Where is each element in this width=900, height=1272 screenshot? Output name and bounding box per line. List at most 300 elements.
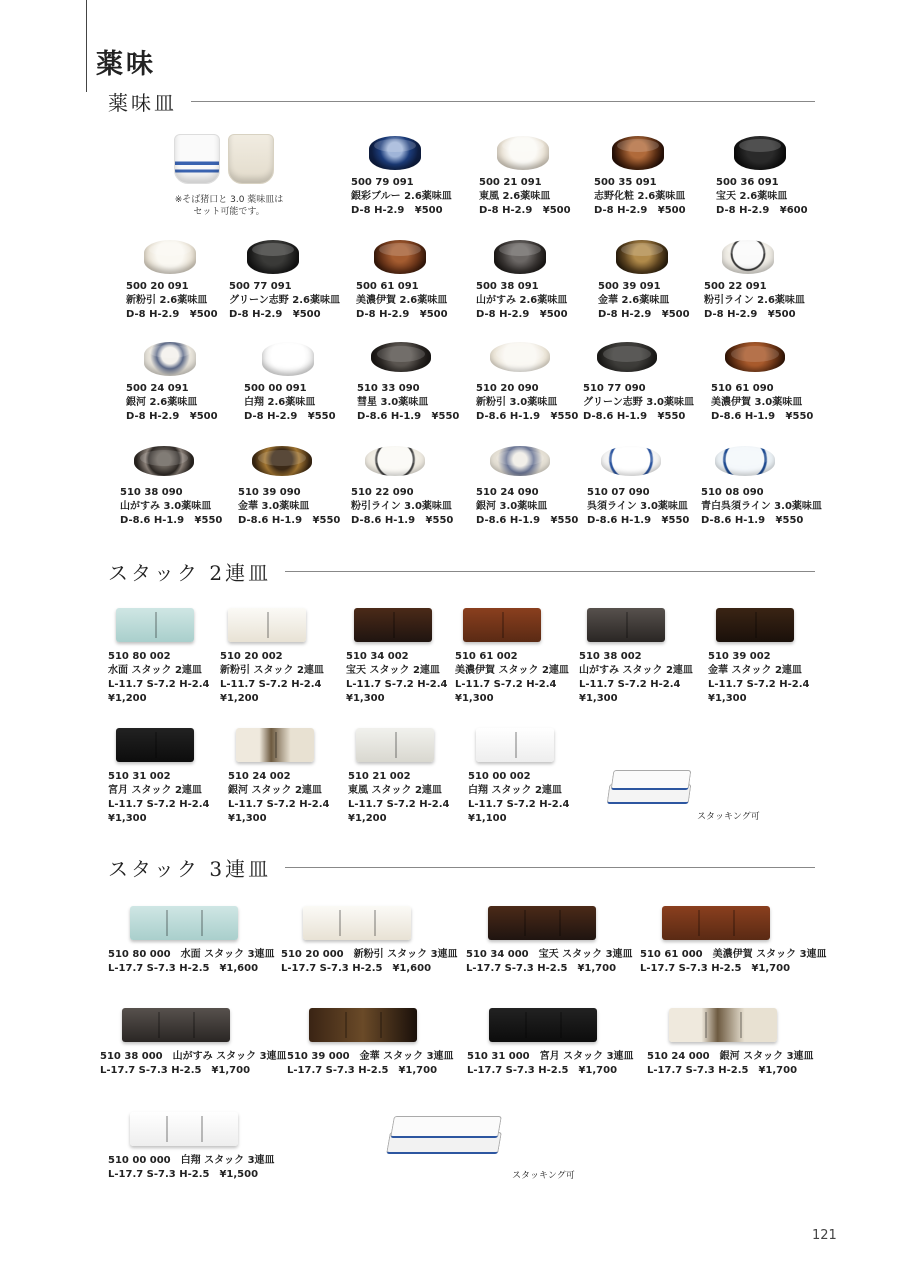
product-item (704, 236, 805, 322)
dish-image (490, 342, 550, 372)
product-line1: 510 80 000 水面 スタック 3連皿 (108, 949, 275, 960)
product-image (348, 726, 449, 770)
product-name: 銀彩ブルー 2.6薬味皿 (351, 191, 452, 202)
product-name: 彗星 3.0薬味皿 (357, 397, 429, 408)
product-image (468, 726, 569, 770)
product-item (711, 338, 813, 424)
product-price: ¥550 (550, 411, 579, 422)
dish-image (252, 446, 312, 476)
product-item (244, 338, 336, 424)
product-line1: 510 00 000 白翔 スタック 3連皿 (108, 1155, 275, 1166)
product-spec (594, 204, 686, 218)
set-note-line2: セット可能です。 (193, 207, 265, 217)
product-price: ¥550 (775, 515, 804, 526)
product-line2: L-17.7 S-7.3 H-2.5 ¥1,700 (467, 1065, 618, 1076)
product-item (108, 904, 275, 976)
dish-image (130, 1112, 238, 1146)
product-dims: L-11.7 S-7.2 H-2.4 (346, 679, 448, 690)
product-line2: L-17.7 S-7.3 H-2.5 ¥1,700 (287, 1065, 438, 1076)
product-image (476, 236, 568, 280)
product-dims: L-11.7 S-7.2 H-2.4 (220, 679, 322, 690)
product-image (647, 1006, 814, 1050)
product-name: グリーン志野 2.6薬味皿 (229, 295, 340, 306)
product-dims: D-8 H-2.9 (126, 411, 180, 422)
product-spec (126, 308, 218, 322)
dish-image (303, 906, 411, 940)
product-image (120, 442, 222, 486)
product-item (348, 726, 449, 826)
product-image (346, 606, 447, 650)
dish-image (662, 906, 770, 940)
product-item (716, 132, 808, 218)
product-spec (351, 514, 453, 528)
product-dims: D-8.6 H-1.9 (701, 515, 766, 526)
product-line1: 510 34 000 宝天 スタック 3連皿 (466, 949, 633, 960)
product-code: 510 20 002 (220, 651, 283, 662)
product-dims: D-8 H-2.9 (356, 309, 410, 320)
product-code: 510 34 002 (346, 651, 409, 662)
product-item (126, 236, 218, 322)
dish-image (247, 240, 299, 274)
section-rule (191, 101, 815, 102)
product-line2: L-17.7 S-7.3 H-2.5 ¥1,700 (100, 1065, 251, 1076)
dish-image (722, 240, 774, 274)
product-code: 510 07 090 (587, 487, 650, 498)
product-price: ¥1,300 (346, 693, 385, 704)
dish-image (612, 136, 664, 170)
product-spec (120, 514, 222, 528)
product-code: 510 24 002 (228, 771, 291, 782)
dish-image (130, 906, 238, 940)
dish-image (134, 446, 194, 476)
product-code: 500 21 091 (479, 177, 542, 188)
product-code: 510 08 090 (701, 487, 764, 498)
product-line1: 510 38 000 山がすみ スタック 3連皿 (100, 1051, 287, 1062)
product-code: 510 61 090 (711, 383, 774, 394)
product-image (466, 904, 633, 948)
product-dims: D-8.6 H-1.9 (120, 515, 185, 526)
dish-image (597, 342, 657, 372)
set-note (160, 194, 298, 218)
product-spec (583, 410, 694, 424)
section-title: スタック 2連皿 (108, 561, 272, 585)
product-item (466, 904, 633, 976)
product-code: 500 36 091 (716, 177, 779, 188)
product-price: ¥550 (307, 411, 336, 422)
product-dims: D-8.6 H-1.9 (238, 515, 303, 526)
product-name: 山がすみ 3.0薬味皿 (120, 501, 212, 512)
stacking-label-3: スタッキング可 (512, 1171, 575, 1181)
section-header-yakumi (108, 87, 815, 116)
product-name: 宝天 2.6薬味皿 (716, 191, 788, 202)
product-price: ¥550 (425, 515, 454, 526)
product-item (126, 338, 218, 424)
product-code: 500 77 091 (229, 281, 292, 292)
product-name: グリーン志野 3.0薬味皿 (583, 397, 694, 408)
product-image (476, 338, 578, 382)
product-dims: D-8 H-2.9 (126, 309, 180, 320)
product-image (701, 442, 822, 486)
product-image (708, 606, 809, 650)
dish-image (725, 342, 785, 372)
product-dims: L-11.7 S-7.2 H-2.4 (708, 679, 810, 690)
product-item (583, 338, 694, 424)
dish-image (369, 136, 421, 170)
product-price: ¥1,300 (228, 813, 267, 824)
product-spec (704, 308, 805, 322)
section-rule (285, 571, 815, 572)
product-code: 500 38 091 (476, 281, 539, 292)
product-dims: D-8.6 H-1.9 (351, 515, 416, 526)
product-price: ¥1,300 (108, 813, 147, 824)
product-item (220, 606, 324, 706)
product-image (100, 1006, 287, 1050)
product-dims: D-8.6 H-1.9 (583, 411, 648, 422)
product-dims: D-8.6 H-1.9 (476, 515, 541, 526)
product-dims: D-8.6 H-1.9 (587, 515, 652, 526)
product-item (287, 1006, 454, 1078)
product-price: ¥500 (189, 411, 218, 422)
product-code: 500 35 091 (594, 177, 657, 188)
product-price: ¥550 (550, 515, 579, 526)
yakumi-lid-image (228, 134, 274, 184)
page-number: 121 (812, 1228, 837, 1243)
product-item (640, 904, 827, 976)
product-image (579, 606, 693, 650)
product-price: ¥500 (661, 309, 690, 320)
product-item (479, 132, 571, 218)
dish-image (374, 240, 426, 274)
product-dims: L-11.7 S-7.2 H-2.4 (455, 679, 557, 690)
product-item (120, 442, 222, 528)
product-name: 金華 2.6薬味皿 (598, 295, 670, 306)
product-code: 500 39 091 (598, 281, 661, 292)
product-name: 白翔 スタック 2連皿 (468, 785, 562, 796)
dish-image (309, 1008, 417, 1042)
product-line1: 510 61 000 美濃伊賀 スタック 3連皿 (640, 949, 827, 960)
product-item (356, 236, 448, 322)
product-image (351, 442, 453, 486)
product-name: 美濃伊賀 スタック 2連皿 (455, 665, 569, 676)
product-item (108, 726, 209, 826)
product-dims: L-11.7 S-7.2 H-2.4 (228, 799, 330, 810)
product-image (587, 442, 689, 486)
product-name: 青白呉須ライン 3.0薬味皿 (701, 501, 822, 512)
product-name: 呉須ライン 3.0薬味皿 (587, 501, 688, 512)
dish-image (463, 608, 541, 642)
product-line1: 510 31 000 宮月 スタック 3連皿 (467, 1051, 634, 1062)
product-price: ¥550 (431, 411, 460, 422)
product-name: 銀河 3.0薬味皿 (476, 501, 548, 512)
product-item (108, 1110, 275, 1182)
product-spec (479, 204, 571, 218)
product-code: 510 77 090 (583, 383, 646, 394)
product-dims: D-8 H-2.9 (229, 309, 283, 320)
product-image (220, 606, 324, 650)
product-image (126, 338, 218, 382)
product-name: 粉引ライン 2.6薬味皿 (704, 295, 805, 306)
dish-image (494, 240, 546, 274)
product-item (468, 726, 569, 826)
product-dims: D-8 H-2.9 (244, 411, 298, 422)
product-name: 東風 スタック 2連皿 (348, 785, 442, 796)
product-code: 510 80 002 (108, 651, 171, 662)
product-item (357, 338, 459, 424)
product-name: 銀河 スタック 2連皿 (228, 785, 322, 796)
product-name: 東風 2.6薬味皿 (479, 191, 551, 202)
product-item (467, 1006, 634, 1078)
product-spec (229, 308, 340, 322)
product-item (476, 442, 578, 528)
product-image (716, 132, 808, 176)
product-price: ¥1,100 (468, 813, 507, 824)
product-dims: D-8 H-2.9 (594, 205, 648, 216)
product-spec (701, 514, 822, 528)
product-price: ¥500 (189, 309, 218, 320)
product-name: 白翔 2.6薬味皿 (244, 397, 316, 408)
product-name: 粉引ライン 3.0薬味皿 (351, 501, 452, 512)
product-image (108, 726, 209, 770)
product-name: 美濃伊賀 3.0薬味皿 (711, 397, 803, 408)
dish-image (734, 136, 786, 170)
section-header-stack3 (108, 853, 815, 882)
product-code: 510 33 090 (357, 383, 420, 394)
product-image (479, 132, 571, 176)
product-name: 新粉引 3.0薬味皿 (476, 397, 558, 408)
product-item (476, 338, 578, 424)
product-dims: D-8.6 H-1.9 (476, 411, 541, 422)
dish-image (371, 342, 431, 372)
product-image (455, 606, 569, 650)
dish-image (144, 240, 196, 274)
product-item (108, 606, 209, 706)
product-image (228, 726, 329, 770)
product-dims: L-11.7 S-7.2 H-2.4 (348, 799, 450, 810)
dish-image (144, 342, 196, 376)
product-code: 510 31 002 (108, 771, 171, 782)
product-code: 510 20 090 (476, 383, 539, 394)
product-dims: D-8.6 H-1.9 (711, 411, 776, 422)
product-dims: D-8 H-2.9 (351, 205, 405, 216)
product-image (229, 236, 340, 280)
product-name: 山がすみ 2.6薬味皿 (476, 295, 568, 306)
product-line1: 510 24 000 銀河 スタック 3連皿 (647, 1051, 814, 1062)
product-image (244, 338, 336, 382)
product-code: 510 39 002 (708, 651, 771, 662)
product-item (579, 606, 693, 706)
product-spec (476, 308, 568, 322)
product-item (701, 442, 822, 528)
dish-image (122, 1008, 230, 1042)
dish-image (488, 906, 596, 940)
product-price: ¥550 (657, 411, 686, 422)
product-code: 500 00 091 (244, 383, 307, 394)
product-name: 山がすみ スタック 2連皿 (579, 665, 693, 676)
product-name: 志野化粧 2.6薬味皿 (594, 191, 686, 202)
product-code: 510 00 002 (468, 771, 531, 782)
product-image (640, 904, 827, 948)
header-divider (86, 0, 87, 92)
set-note-line1: ※そば猪口と 3.0 薬味皿は (174, 195, 284, 205)
product-item (351, 442, 453, 528)
product-price: ¥500 (539, 309, 568, 320)
section-title: スタック 3連皿 (108, 857, 272, 881)
product-spec (356, 308, 448, 322)
product-item (708, 606, 809, 706)
product-spec (351, 204, 452, 218)
stacking-3-image (386, 1112, 504, 1160)
product-dims: D-8 H-2.9 (716, 205, 770, 216)
product-item (476, 236, 568, 322)
product-image (351, 132, 452, 176)
page-title: 薬味 (96, 49, 156, 80)
product-line2: L-17.7 S-7.3 H-2.5 ¥1,600 (108, 963, 259, 974)
dish-image (497, 136, 549, 170)
product-image (108, 904, 275, 948)
product-spec (476, 410, 578, 424)
product-dims: L-11.7 S-7.2 H-2.4 (108, 799, 210, 810)
product-price: ¥550 (785, 411, 814, 422)
product-price: ¥500 (542, 205, 571, 216)
product-price: ¥500 (419, 309, 448, 320)
product-image (598, 236, 690, 280)
dish-image (476, 728, 554, 762)
product-code: 500 22 091 (704, 281, 767, 292)
product-code: 510 38 090 (120, 487, 183, 498)
dish-image (616, 240, 668, 274)
product-code: 510 61 002 (455, 651, 518, 662)
product-item (100, 1006, 287, 1078)
dish-image (715, 446, 775, 476)
dish-image (354, 608, 432, 642)
product-image (108, 606, 209, 650)
product-image (238, 442, 340, 486)
product-spec (476, 514, 578, 528)
product-line1: 510 20 000 新粉引 スタック 3連皿 (281, 949, 458, 960)
product-code: 500 20 091 (126, 281, 189, 292)
product-code: 510 38 002 (579, 651, 642, 662)
product-image (357, 338, 459, 382)
dish-image (228, 608, 306, 642)
product-name: 宮月 スタック 2連皿 (108, 785, 202, 796)
dish-image (356, 728, 434, 762)
product-code: 510 39 090 (238, 487, 301, 498)
product-spec (716, 204, 808, 218)
dish-image (716, 608, 794, 642)
product-spec (357, 410, 459, 424)
product-line2: L-17.7 S-7.3 H-2.5 ¥1,500 (108, 1169, 259, 1180)
product-image (126, 236, 218, 280)
product-image (287, 1006, 454, 1050)
product-image (467, 1006, 634, 1050)
product-price: ¥550 (661, 515, 690, 526)
stacking-2-image (606, 768, 692, 808)
product-code: 510 21 002 (348, 771, 411, 782)
section-rule (285, 867, 815, 868)
dish-image (116, 728, 194, 762)
product-price: ¥1,300 (579, 693, 618, 704)
product-item (455, 606, 569, 706)
product-dims: D-8.6 H-1.9 (357, 411, 422, 422)
product-code: 500 61 091 (356, 281, 419, 292)
soba-cup-image (174, 134, 220, 184)
product-price: ¥500 (767, 309, 796, 320)
product-item (346, 606, 447, 706)
product-item (238, 442, 340, 528)
product-spec (598, 308, 690, 322)
product-item (229, 236, 340, 322)
product-image (108, 1110, 275, 1154)
product-price: ¥1,300 (455, 693, 494, 704)
dish-image (489, 1008, 597, 1042)
product-image (356, 236, 448, 280)
product-dims: D-8 H-2.9 (598, 309, 652, 320)
product-line2: L-17.7 S-7.3 H-2.5 ¥1,600 (281, 963, 432, 974)
product-price: ¥550 (312, 515, 341, 526)
product-name: 金華 3.0薬味皿 (238, 501, 310, 512)
product-price: ¥550 (194, 515, 223, 526)
product-price: ¥1,200 (348, 813, 387, 824)
section-title: 薬味皿 (108, 91, 177, 115)
dish-image (669, 1008, 777, 1042)
dish-image (490, 446, 550, 476)
product-spec (126, 410, 218, 424)
product-name: 水面 スタック 2連皿 (108, 665, 202, 676)
product-item (647, 1006, 814, 1078)
product-code: 500 79 091 (351, 177, 414, 188)
product-spec (587, 514, 689, 528)
product-image (476, 442, 578, 486)
product-spec (238, 514, 340, 528)
dish-image (116, 608, 194, 642)
product-price: ¥1,200 (220, 693, 259, 704)
product-dims: D-8 H-2.9 (476, 309, 530, 320)
dish-image (365, 446, 425, 476)
product-name: 美濃伊賀 2.6薬味皿 (356, 295, 448, 306)
product-price: ¥500 (292, 309, 321, 320)
product-price: ¥1,300 (708, 693, 747, 704)
product-name: 銀河 2.6薬味皿 (126, 397, 198, 408)
product-item (351, 132, 452, 218)
product-code: 500 24 091 (126, 383, 189, 394)
product-dims: D-8 H-2.9 (704, 309, 758, 320)
product-image (583, 338, 694, 382)
product-dims: D-8 H-2.9 (479, 205, 533, 216)
product-spec (244, 410, 336, 424)
product-line2: L-17.7 S-7.3 H-2.5 ¥1,700 (640, 963, 791, 974)
product-item (228, 726, 329, 826)
product-dims: L-11.7 S-7.2 H-2.4 (468, 799, 570, 810)
product-image (704, 236, 805, 280)
dish-image (236, 728, 314, 762)
product-line1: 510 39 000 金華 スタック 3連皿 (287, 1051, 454, 1062)
product-code: 510 24 090 (476, 487, 539, 498)
product-dims: L-11.7 S-7.2 H-2.4 (108, 679, 210, 690)
product-name: 金華 スタック 2連皿 (708, 665, 802, 676)
product-code: 510 22 090 (351, 487, 414, 498)
product-image (281, 904, 458, 948)
product-item (281, 904, 458, 976)
product-item (594, 132, 686, 218)
product-name: 宝天 スタック 2連皿 (346, 665, 440, 676)
stacking-label-2: スタッキング可 (697, 812, 760, 822)
product-price: ¥1,200 (108, 693, 147, 704)
product-image (594, 132, 686, 176)
product-name: 新粉引 スタック 2連皿 (220, 665, 324, 676)
product-spec (711, 410, 813, 424)
dish-image (601, 446, 661, 476)
product-image (711, 338, 813, 382)
